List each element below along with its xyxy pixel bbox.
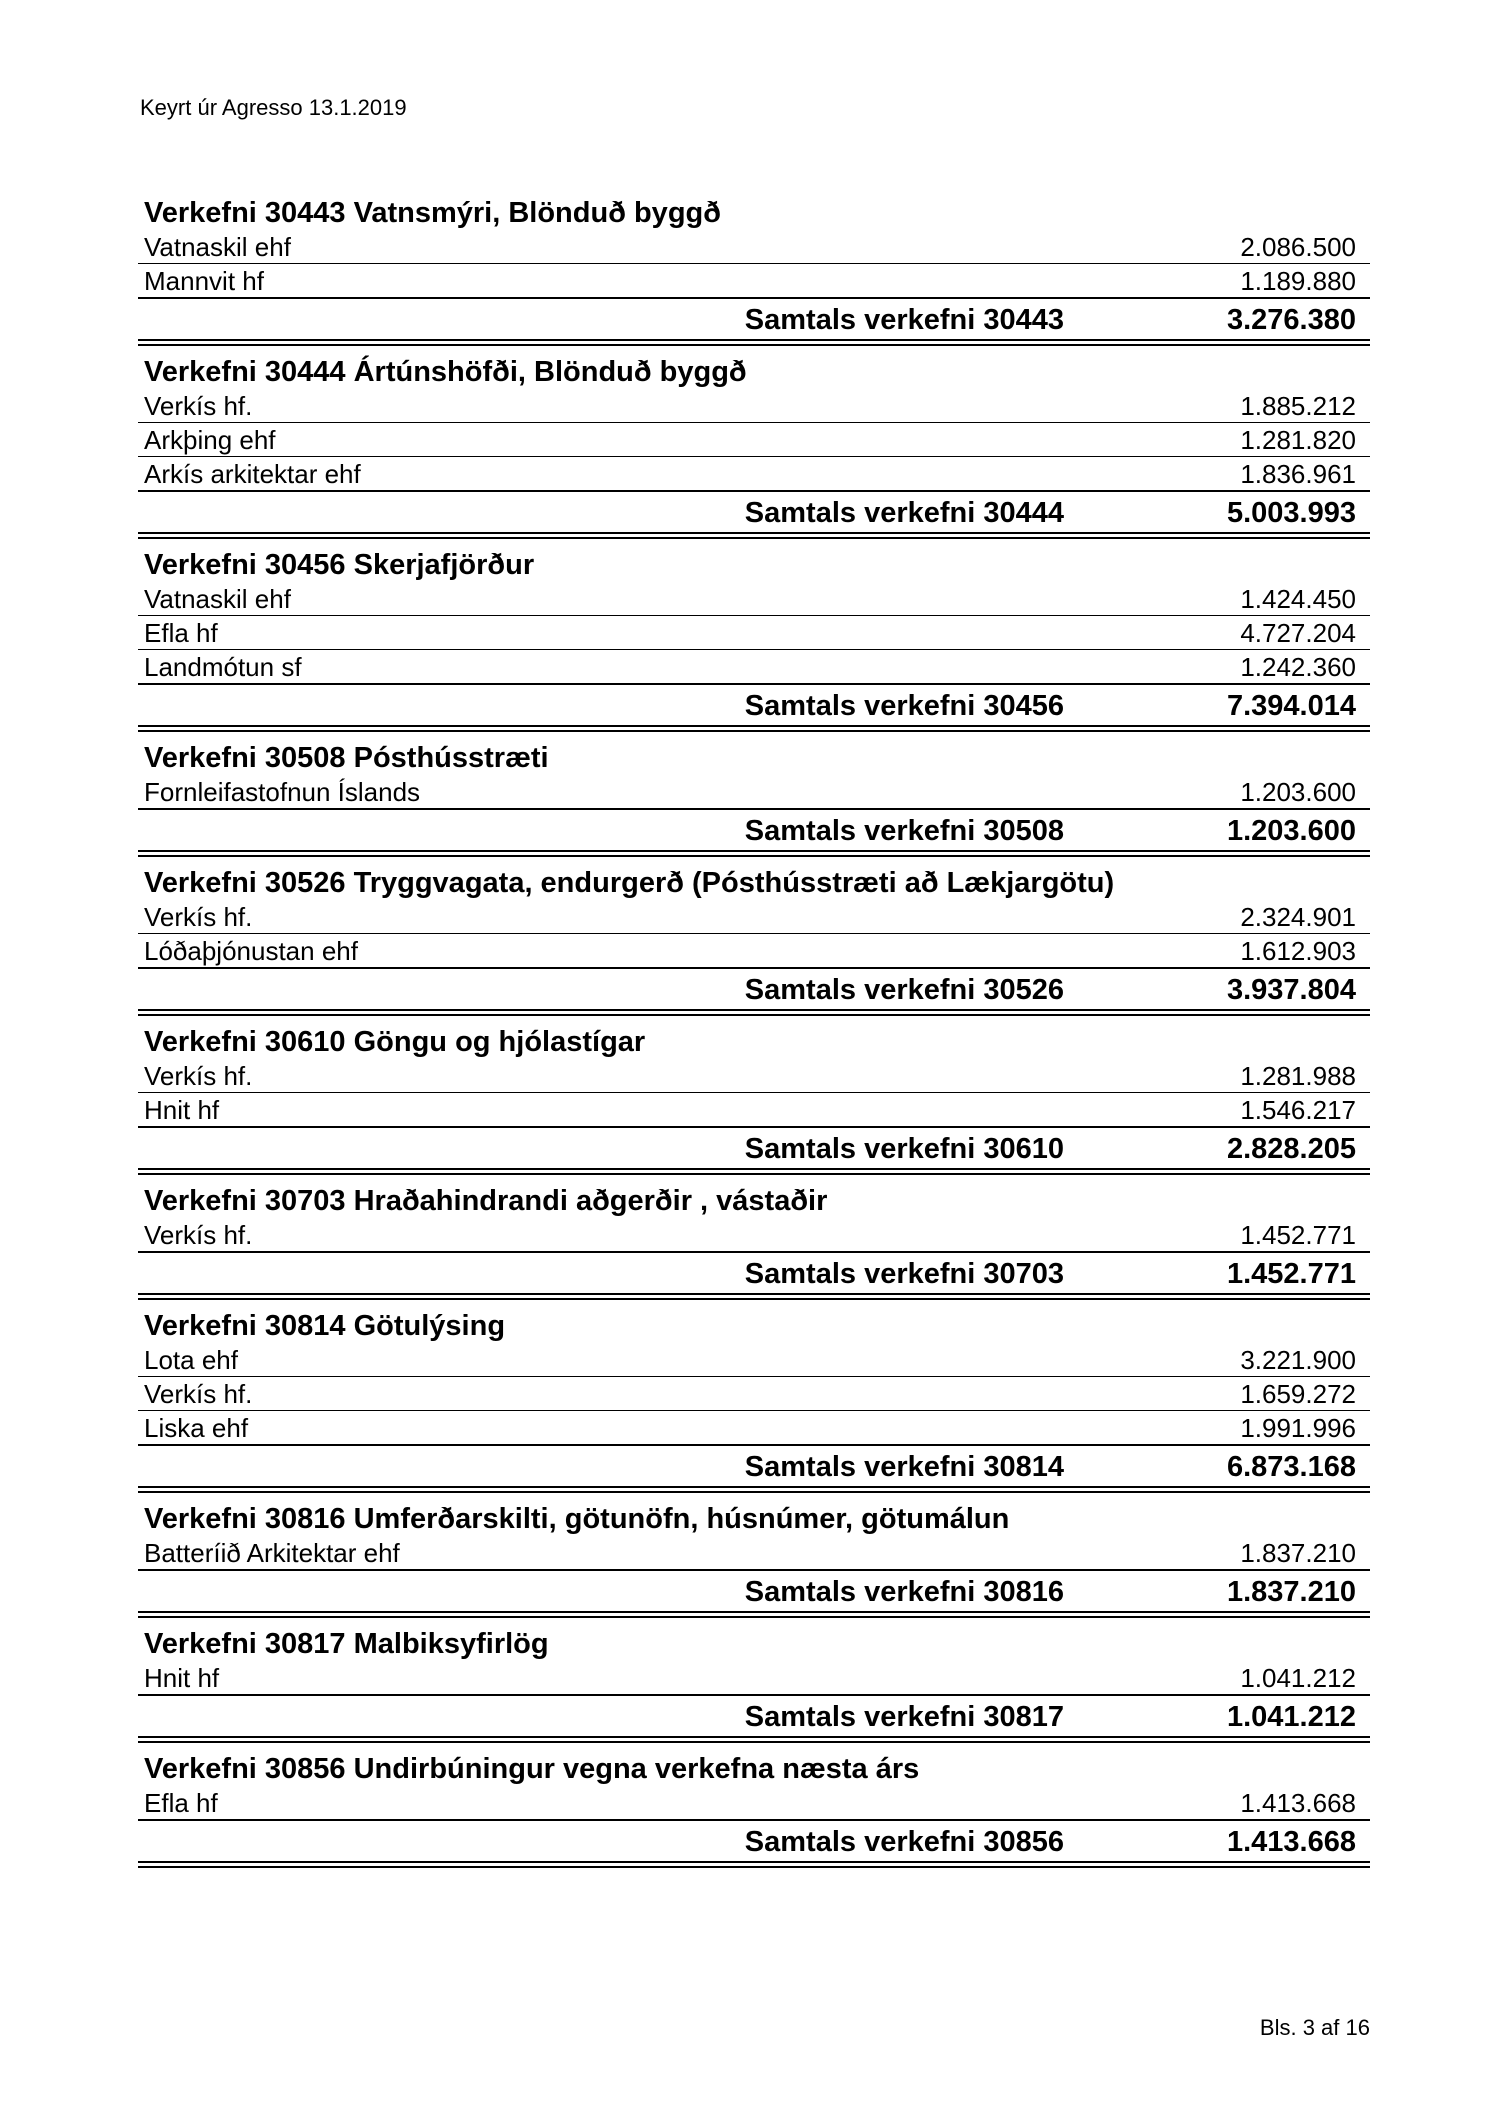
vendor-amount: 2.324.901	[1240, 902, 1356, 932]
vendor-row	[138, 230, 1370, 264]
project-section	[138, 196, 1370, 346]
vendor-amount: 4.727.204	[1240, 618, 1356, 648]
vendor-name: Mannvit hf	[144, 266, 264, 296]
vendor-row	[138, 1377, 1370, 1411]
vendor-row	[138, 457, 1370, 491]
project-total-label: Samtals verkefni 30817	[744, 1701, 1064, 1733]
project-section	[138, 1502, 1370, 1618]
vendor-amount: 1.413.668	[1240, 1788, 1356, 1818]
project-cost-table	[138, 196, 1370, 1877]
project-total-row	[138, 968, 1370, 1009]
vendor-name: Vatnaskil ehf	[144, 584, 291, 614]
run-info: Keyrt úr Agresso 13.1.2019	[140, 95, 407, 120]
project-total-label: Samtals verkefni 30456	[744, 690, 1064, 722]
page-number: Bls. 3 af 16	[1259, 2015, 1370, 2040]
vendor-amount: 1.612.903	[1240, 936, 1356, 966]
vendor-amount: 1.546.217	[1240, 1095, 1356, 1125]
project-total-value: 7.394.014	[1226, 690, 1356, 722]
project-section	[138, 866, 1370, 1016]
project-section	[138, 548, 1370, 732]
project-total-label: Samtals verkefni 30508	[744, 815, 1064, 847]
project-total-row	[138, 1570, 1370, 1611]
vendor-amount: 1.837.210	[1240, 1538, 1356, 1568]
project-total-value: 3.276.380	[1226, 304, 1356, 336]
vendor-row	[138, 934, 1370, 968]
vendor-amount: 1.281.820	[1240, 425, 1356, 455]
vendor-name: Liska ehf	[144, 1413, 249, 1443]
project-section	[138, 355, 1370, 539]
project-title: Verkefni 30443 Vatnsmýri, Blönduð byggð	[144, 197, 721, 229]
project-section	[138, 1309, 1370, 1493]
vendor-name: Verkís hf.	[144, 1220, 253, 1250]
project-total-label: Samtals verkefni 30814	[744, 1451, 1064, 1483]
project-title: Verkefni 30526 Tryggvagata, endurgerð (Pósthússtræti að Lækjargötu)	[144, 867, 1115, 899]
vendor-amount: 1.991.996	[1240, 1413, 1356, 1443]
vendor-name: Landmótun sf	[144, 652, 302, 682]
project-title: Verkefni 30814 Götulýsing	[144, 1310, 506, 1342]
project-total-label: Samtals verkefni 30816	[744, 1576, 1064, 1608]
project-section	[138, 1184, 1370, 1300]
vendor-name: Verkís hf.	[144, 1061, 253, 1091]
vendor-amount: 1.242.360	[1240, 652, 1356, 682]
vendor-row	[138, 423, 1370, 457]
project-total-value: 3.937.804	[1226, 974, 1356, 1006]
vendor-row	[138, 582, 1370, 616]
vendor-name: Arkþing ehf	[144, 425, 276, 455]
vendor-row	[138, 650, 1370, 684]
project-total-label: Samtals verkefni 30443	[744, 304, 1064, 336]
project-total-row	[138, 1820, 1370, 1861]
vendor-name: Hnit hf	[144, 1663, 220, 1693]
vendor-name: Lota ehf	[144, 1345, 238, 1375]
project-total-value: 1.837.210	[1226, 1576, 1356, 1608]
vendor-amount: 1.281.988	[1240, 1061, 1356, 1091]
project-section	[138, 1752, 1370, 1868]
project-total-label: Samtals verkefni 30856	[744, 1826, 1064, 1858]
vendor-row	[138, 900, 1370, 934]
vendor-name: Verkís hf.	[144, 1379, 253, 1409]
vendor-name: Efla hf	[144, 618, 218, 648]
project-total-value: 1.452.771	[1226, 1258, 1356, 1290]
vendor-name: Efla hf	[144, 1788, 218, 1818]
project-total-value: 2.828.205	[1226, 1133, 1356, 1165]
vendor-row	[138, 1093, 1370, 1127]
project-total-value: 1.413.668	[1226, 1826, 1356, 1858]
project-title: Verkefni 30816 Umferðarskilti, götunöfn, húsnúmer, götumálun	[144, 1503, 1010, 1535]
vendor-row	[138, 1059, 1370, 1093]
project-total-row	[138, 491, 1370, 532]
vendor-amount: 1.452.771	[1240, 1220, 1356, 1250]
project-total-value: 5.003.993	[1226, 497, 1356, 529]
vendor-row	[138, 1218, 1370, 1252]
project-title: Verkefni 30456 Skerjafjörður	[144, 549, 535, 581]
vendor-name: Verkís hf.	[144, 902, 253, 932]
project-title: Verkefni 30703 Hraðahindrandi aðgerðir , vástaðir	[144, 1185, 828, 1217]
project-total-label: Samtals verkefni 30610	[744, 1133, 1064, 1165]
project-section	[138, 741, 1370, 857]
project-total-row	[138, 684, 1370, 725]
project-total-row	[138, 1252, 1370, 1293]
vendor-amount: 1.203.600	[1240, 777, 1356, 807]
project-total-label: Samtals verkefni 30526	[744, 974, 1064, 1006]
project-total-row	[138, 1695, 1370, 1736]
vendor-name: Lóðaþjónustan ehf	[144, 936, 358, 966]
vendor-name: Hnit hf	[144, 1095, 220, 1125]
vendor-row	[138, 775, 1370, 809]
vendor-row	[138, 264, 1370, 298]
project-title: Verkefni 30856 Undirbúningur vegna verkefna næsta árs	[144, 1753, 920, 1785]
project-section	[138, 1025, 1370, 1175]
vendor-name: Verkís hf.	[144, 391, 253, 421]
vendor-amount: 1.885.212	[1240, 391, 1356, 421]
project-total-value: 1.203.600	[1226, 815, 1356, 847]
vendor-row	[138, 616, 1370, 650]
project-total-label: Samtals verkefni 30703	[744, 1258, 1064, 1290]
vendor-name: Batteríið Arkitektar ehf	[144, 1538, 400, 1568]
vendor-row	[138, 1786, 1370, 1820]
vendor-amount: 2.086.500	[1240, 232, 1356, 262]
vendor-amount: 1.189.880	[1240, 266, 1356, 296]
vendor-row	[138, 1411, 1370, 1445]
vendor-row	[138, 1661, 1370, 1695]
project-title: Verkefni 30508 Pósthússtræti	[144, 742, 549, 774]
project-total-row	[138, 298, 1370, 339]
project-title: Verkefni 30610 Göngu og hjólastígar	[144, 1026, 646, 1058]
vendor-amount: 1.659.272	[1240, 1379, 1356, 1409]
vendor-name: Fornleifastofnun Íslands	[144, 777, 421, 807]
project-section	[138, 1627, 1370, 1743]
project-total-value: 1.041.212	[1226, 1701, 1356, 1733]
vendor-amount: 3.221.900	[1240, 1345, 1356, 1375]
vendor-amount: 1.424.450	[1240, 584, 1356, 614]
vendor-row	[138, 1343, 1370, 1377]
project-total-value: 6.873.168	[1226, 1451, 1356, 1483]
project-total-row	[138, 1127, 1370, 1168]
project-total-row	[138, 1445, 1370, 1486]
project-title: Verkefni 30444 Ártúnshöfði, Blönduð byggð	[144, 356, 747, 388]
vendor-amount: 1.041.212	[1240, 1663, 1356, 1693]
project-total-label: Samtals verkefni 30444	[744, 497, 1064, 529]
vendor-amount: 1.836.961	[1240, 459, 1356, 489]
project-title: Verkefni 30817 Malbiksyfirlög	[144, 1628, 549, 1660]
vendor-row	[138, 1536, 1370, 1570]
vendor-row	[138, 389, 1370, 423]
vendor-name: Arkís arkitektar ehf	[144, 459, 361, 489]
project-total-row	[138, 809, 1370, 850]
vendor-name: Vatnaskil ehf	[144, 232, 291, 262]
